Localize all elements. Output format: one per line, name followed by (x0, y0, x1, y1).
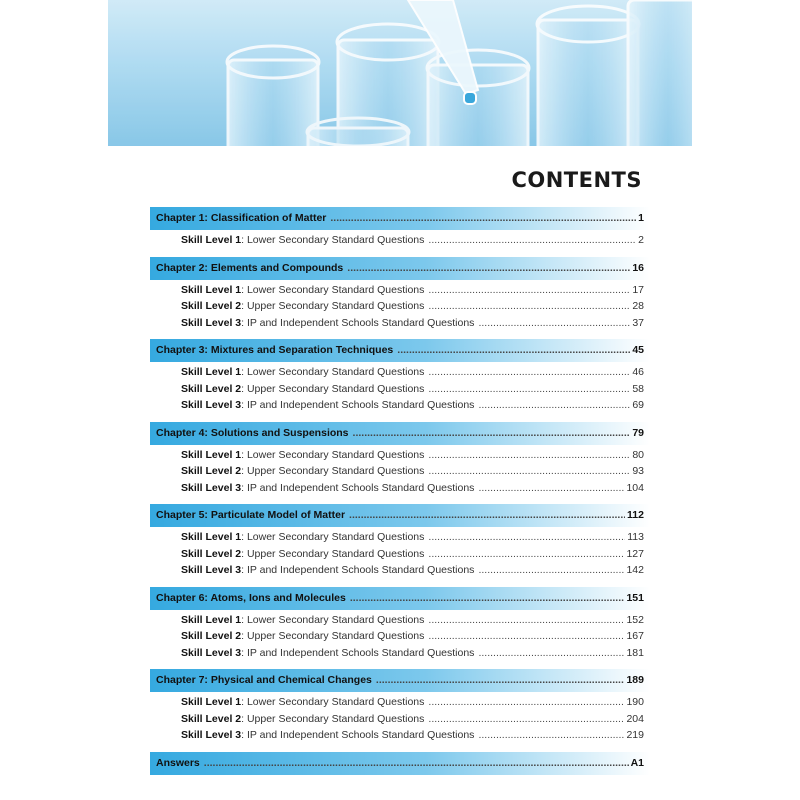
skill-description: : Upper Secondary Standard Questions (241, 630, 425, 642)
skill-page-number: 58 (632, 382, 644, 395)
toc-chapter-entry[interactable] (150, 504, 650, 527)
skill-description: : Lower Secondary Standard Questions (241, 531, 425, 543)
toc-chapter-block (150, 257, 650, 332)
dot-leader (478, 315, 630, 332)
toc-skill-entry[interactable] (150, 315, 650, 332)
skill-description: : Lower Secondary Standard Questions (241, 448, 425, 461)
toc-skill-entry[interactable] (150, 711, 650, 728)
skill-level-label: Skill Level 2 (181, 300, 242, 312)
dot-leader (428, 546, 624, 563)
skill-level-label: Skill Level 1 (181, 366, 242, 378)
dot-leader (428, 232, 636, 249)
skill-description: : Lower Secondary Standard Questions (241, 696, 425, 708)
toc-chapter-block (150, 587, 650, 662)
skill-page-number: 167 (626, 630, 644, 642)
toc-skill-entry[interactable] (150, 232, 650, 249)
chapter-page-number: 151 (626, 591, 644, 604)
toc-skill-entry[interactable] (150, 546, 650, 563)
skill-level-label: Skill Level 1 (181, 283, 242, 296)
toc-chapter-entry[interactable] (150, 669, 650, 692)
dot-leader (330, 207, 636, 230)
skill-level-label: Skill Level 3 (181, 316, 242, 329)
skill-level-label: Skill Level 1 (181, 448, 242, 461)
chapter-title: Chapter 6: Atoms, Ions and Molecules (156, 591, 346, 604)
skill-description: : Upper Secondary Standard Questions (241, 712, 425, 725)
chapter-title: Chapter 5: Particulate Model of Matter (156, 509, 346, 521)
toc-chapter-block (150, 504, 650, 579)
dot-leader (478, 480, 624, 497)
toc-skill-entry[interactable] (150, 612, 650, 629)
skill-level-label: Skill Level 1 (181, 696, 242, 708)
toc-skill-entry[interactable] (150, 298, 650, 315)
skill-level-label: Skill Level 2 (181, 382, 242, 395)
dot-leader (428, 298, 630, 315)
skill-description: : Lower Secondary Standard Questions (241, 366, 425, 378)
skill-level-label: Skill Level 2 (181, 630, 242, 642)
skill-description: : Upper Secondary Standard Questions (241, 547, 425, 560)
dot-leader (478, 645, 624, 662)
skill-level-label: Skill Level 1 (181, 234, 242, 246)
dot-leader (376, 669, 625, 692)
skill-page-number: 46 (632, 366, 644, 378)
skill-page-number: 127 (626, 547, 644, 560)
toc-chapter-entry[interactable] (150, 422, 650, 445)
chapter-page-number: 79 (632, 426, 644, 439)
skill-page-number: 104 (626, 481, 644, 494)
skill-description: : Upper Secondary Standard Questions (241, 465, 425, 477)
book-page (108, 0, 692, 800)
dot-leader (349, 504, 625, 527)
chapter-title: Chapter 1: Classification of Matter (156, 212, 327, 224)
dot-leader (350, 587, 625, 610)
skill-level-label: Skill Level 1 (181, 531, 242, 543)
dot-leader (478, 727, 624, 744)
skill-description: : Upper Secondary Standard Questions (241, 300, 425, 312)
test-tubes-illustration (108, 0, 692, 146)
skill-page-number: 113 (627, 531, 644, 543)
toc-skill-entry[interactable] (150, 645, 650, 662)
skill-level-label: Skill Level 3 (181, 564, 242, 576)
skill-page-number: 190 (626, 696, 644, 708)
toc-skill-entry[interactable] (150, 447, 650, 464)
chapter-title: Chapter 7: Physical and Chemical Changes (156, 674, 372, 686)
skill-level-label: Skill Level 2 (181, 465, 242, 477)
toc-chapter-block (150, 752, 650, 775)
skill-level-label: Skill Level 2 (181, 547, 242, 560)
skill-page-number: 152 (626, 613, 644, 626)
skill-description: : IP and Independent Schools Standard Questions (241, 399, 475, 411)
chapter-title: Chapter 3: Mixtures and Separation Techniques (156, 344, 394, 356)
skill-level-label: Skill Level 3 (181, 729, 242, 741)
dot-leader (204, 752, 629, 775)
skill-page-number: 219 (626, 729, 644, 741)
skill-description: : IP and Independent Schools Standard Questions (241, 729, 475, 741)
toc-skill-entry[interactable] (150, 381, 650, 398)
skill-description: : Lower Secondary Standard Questions (241, 283, 425, 296)
table-of-contents (150, 207, 650, 783)
dot-leader (428, 447, 630, 464)
skill-level-label: Skill Level 3 (181, 481, 242, 494)
skill-page-number: 2 (638, 234, 644, 246)
toc-skill-entry[interactable] (150, 628, 650, 645)
toc-chapter-block (150, 339, 650, 414)
chapter-title: Chapter 2: Elements and Compounds (156, 261, 344, 274)
toc-chapter-entry[interactable] (150, 339, 650, 362)
toc-skill-entry[interactable] (150, 282, 650, 299)
dot-leader (428, 364, 630, 381)
dot-leader (478, 397, 630, 414)
skill-description: : Upper Secondary Standard Questions (241, 382, 425, 395)
skill-page-number: 28 (632, 300, 644, 312)
page-title: CONTENTS (511, 168, 642, 192)
toc-chapter-entry[interactable] (150, 752, 650, 775)
skill-page-number: 37 (632, 316, 644, 329)
dot-leader (428, 628, 624, 645)
chapter-page-number: A1 (630, 756, 644, 769)
skill-page-number: 93 (632, 465, 644, 477)
chapter-title: Answers (156, 756, 200, 769)
toc-skill-entry[interactable] (150, 397, 650, 414)
skill-level-label: Skill Level 1 (181, 613, 242, 626)
dot-leader (428, 381, 630, 398)
toc-chapter-block (150, 207, 650, 249)
dot-leader (478, 562, 624, 579)
toc-chapter-entry[interactable] (150, 587, 650, 610)
dot-leader (428, 711, 624, 728)
chapter-page-number: 45 (632, 344, 644, 356)
dot-leader (397, 339, 630, 362)
skill-page-number: 142 (626, 564, 644, 576)
toc-skill-entry[interactable] (150, 727, 650, 744)
toc-skill-entry[interactable] (150, 529, 650, 546)
dot-leader (428, 612, 624, 629)
dot-leader (347, 257, 630, 280)
skill-level-label: Skill Level 2 (181, 712, 242, 725)
chapter-title: Chapter 4: Solutions and Suspensions (156, 426, 349, 439)
chapter-page-number: 16 (632, 261, 644, 274)
toc-chapter-block (150, 422, 650, 497)
chapter-page-number: 112 (627, 509, 644, 521)
skill-page-number: 204 (626, 712, 644, 725)
dot-leader (428, 694, 624, 711)
skill-page-number: 17 (632, 283, 644, 296)
dot-leader (428, 463, 630, 480)
skill-level-label: Skill Level 3 (181, 646, 242, 659)
skill-page-number: 80 (632, 448, 644, 461)
toc-skill-entry[interactable] (150, 562, 650, 579)
toc-skill-entry[interactable] (150, 364, 650, 381)
toc-skill-entry[interactable] (150, 463, 650, 480)
skill-page-number: 69 (632, 399, 644, 411)
chapter-page-number: 1 (638, 212, 644, 224)
skill-description: : IP and Independent Schools Standard Questions (241, 564, 475, 576)
toc-chapter-entry[interactable] (150, 257, 650, 280)
skill-page-number: 181 (626, 646, 644, 659)
lab-glassware-banner-image (108, 0, 692, 146)
toc-chapter-entry[interactable] (150, 207, 650, 230)
skill-description: : IP and Independent Schools Standard Questions (241, 481, 475, 494)
toc-chapter-block (150, 669, 650, 744)
dot-leader (353, 422, 631, 445)
skill-level-label: Skill Level 3 (181, 399, 242, 411)
dot-leader (428, 529, 625, 546)
chapter-page-number: 189 (626, 674, 644, 686)
skill-description: : IP and Independent Schools Standard Questions (241, 316, 475, 329)
dot-leader (428, 282, 630, 299)
toc-skill-entry[interactable] (150, 694, 650, 711)
skill-description: : IP and Independent Schools Standard Questions (241, 646, 475, 659)
toc-skill-entry[interactable] (150, 480, 650, 497)
skill-description: : Lower Secondary Standard Questions (241, 234, 425, 246)
skill-description: : Lower Secondary Standard Questions (241, 613, 425, 626)
